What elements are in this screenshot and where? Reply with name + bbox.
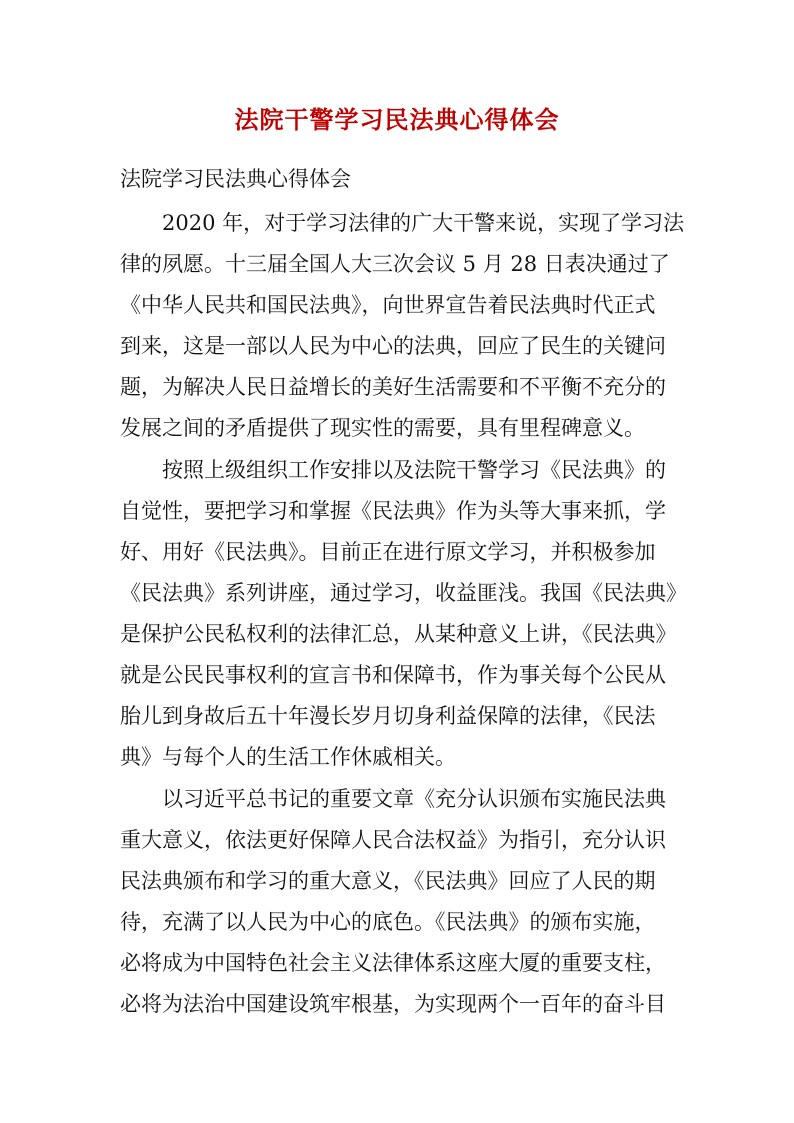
paragraph-line: 发展之间的矛盾提供了现实性的需要，具有里程碑意义。 [120,416,645,440]
paragraph-line: 《民法典》系列讲座，通过学习，收益匪浅。我国《民法典》 [120,581,687,605]
paragraph-line: 胎儿到身故后五十年漫长岁月切身利益保障的法律，《民法 [120,704,656,728]
paragraph-line: 《中华人民共和国民法典》，向世界宣告着民法典时代正式 [120,293,656,317]
document-title: 法院干警学习民法典心得体会 [234,105,560,134]
paragraph-line: 是保护公民私权利的法律汇总，从某种意义上讲，《民法典》 [120,622,677,646]
paragraph-line: 民法典颁布和学习的重大意义，《民法典》回应了人民的期 [120,869,656,893]
paragraph-line: 题，为解决人民日益增长的美好生活需要和不平衡不充分的 [120,375,666,399]
paragraph-line: 以习近平总书记的重要文章《充分认识颁布实施民法典 [162,787,666,811]
paragraph-line: 到来，这是一部以人民为中心的法典，回应了民生的关键问 [120,334,666,358]
paragraph-3 [120,779,680,1025]
paragraph-2 [120,450,687,778]
paragraph-line: 典》与每个人的生活工作休戚相关。 [120,745,456,769]
paragraph-line: 必将为法治中国建设筑牢根基，为实现两个一百年的奋斗目 [120,992,666,1016]
paragraph-line: 律的夙愿。十三届全国人大三次会议 5 月 28 日表决通过了 [120,252,670,276]
document-subtitle: 法院学习民法典心得体会 [120,167,351,191]
paragraph-line: 自觉性，要把学习和掌握《民法典》作为头等大事来抓，学 [120,499,666,523]
paragraph-line: 必将成为中国特色社会主义法律体系这座大厦的重要支柱， [120,951,666,975]
paragraph-line: 重大意义，依法更好保障人民合法权益》为指引，充分认识 [120,828,666,852]
paragraph-line: 2020 年，对于学习法律的广大干警来说，实现了学习法 [162,211,685,235]
paragraph-line: 好、用好《民法典》。目前正在进行原文学习，并积极参加 [120,540,656,564]
paragraph-1 [120,203,685,449]
paragraph-line: 按照上级组织工作安排以及法院干警学习《民法典》的 [162,458,666,482]
paragraph-line: 待，充满了以人民为中心的底色。《民法典》的颁布实施， [120,910,656,934]
paragraph-line: 就是公民民事权利的宣言书和保障书，作为事关每个公民从 [120,663,666,687]
